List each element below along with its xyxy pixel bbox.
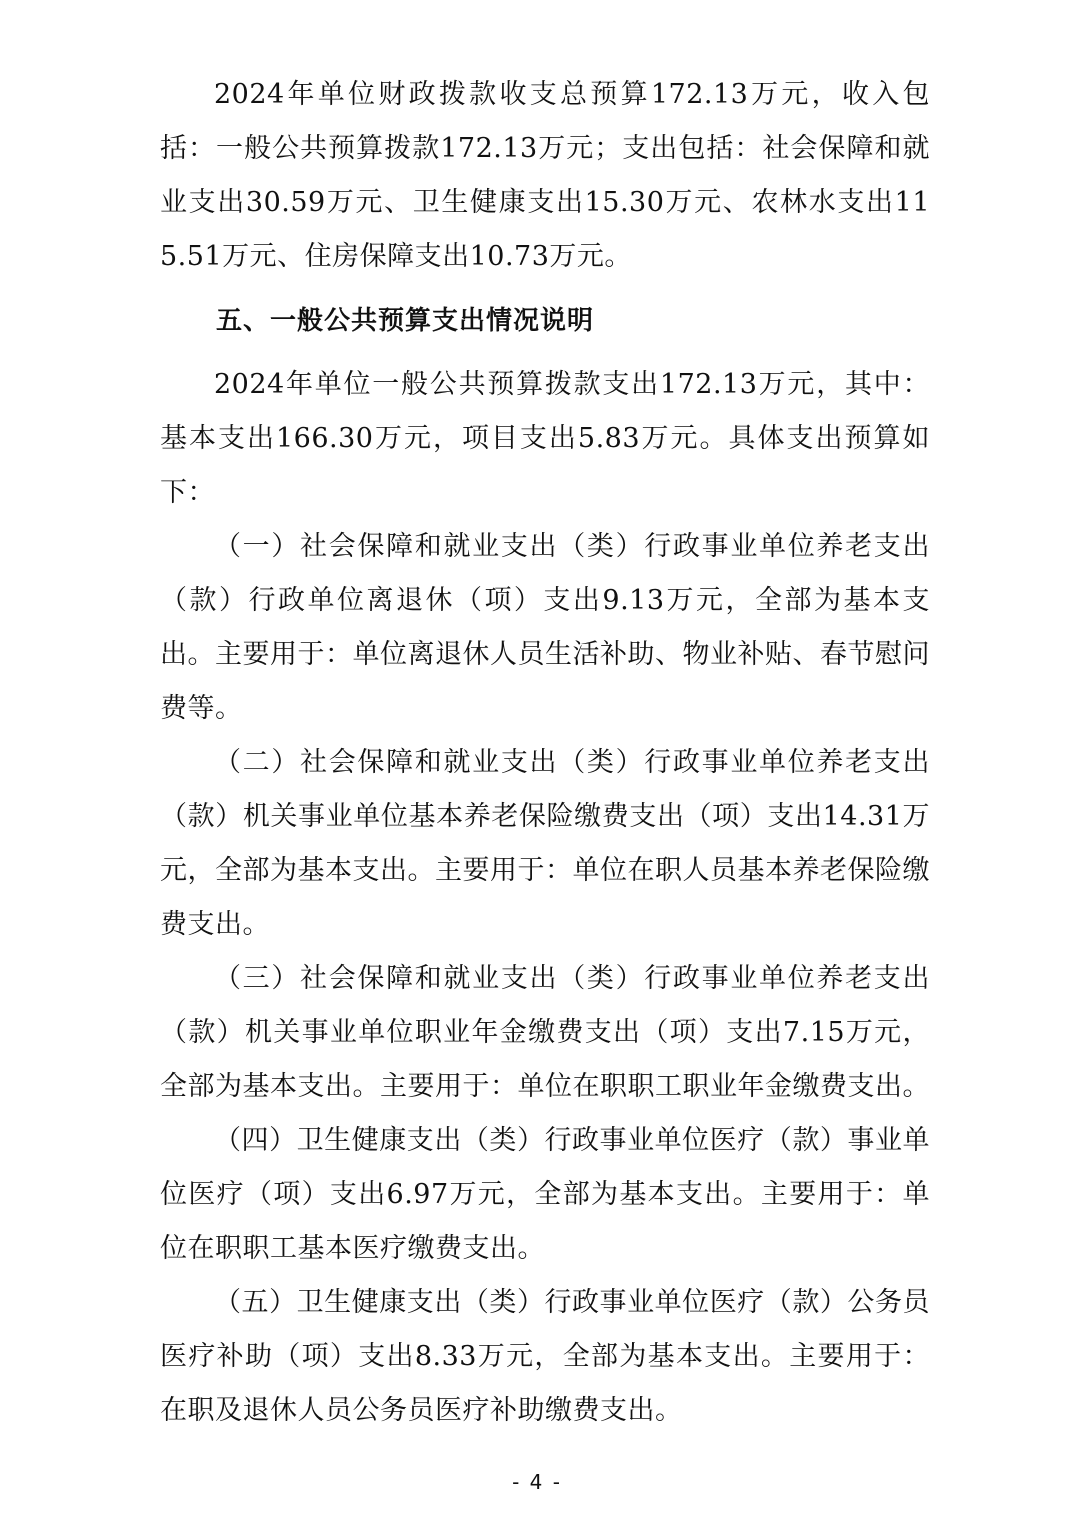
page-number: - 4 - [512, 1470, 562, 1494]
expense-item-5: （五）卫生健康支出（类）行政事业单位医疗（款）公务员医疗补助（项）支出8.33万元，全部为基本支出。主要用于：在职及退休人员公务员医疗补助缴费支出。 [160, 1287, 930, 1426]
section-intro-paragraph: 2024年单位一般公共预算拨款支出172.13万元，其中：基本支出166.30万元，项目支出5.83万元。具体支出预算如下： [160, 369, 930, 508]
section-heading: 五、一般公共预算支出情况说明 [216, 306, 595, 336]
expense-item-2: （二）社会保障和就业支出（类）行政事业单位养老支出（款）机关事业单位基本养老保险缴费支出（项）支出14.31万元，全部为基本支出。主要用于：单位在职人员基本养老保险缴费支出。 [160, 747, 930, 940]
expense-item-3: （三）社会保障和就业支出（类）行政事业单位养老支出（款）机关事业单位职业年金缴费支出（项）支出7.15万元，全部为基本支出。主要用于：单位在职职工职业年金缴费支出。 [160, 963, 930, 1102]
expense-item-4: （四）卫生健康支出（类）行政事业单位医疗（款）事业单位医疗（项）支出6.97万元，全部为基本支出。主要用于：单位在职职工基本医疗缴费支出。 [160, 1125, 930, 1264]
expense-item-1: （一）社会保障和就业支出（类）行政事业单位养老支出（款）行政单位离退休（项）支出9.13万元，全部为基本支出。主要用于：单位离退休人员生活补助、物业补贴、春节慰问费等。 [160, 531, 930, 724]
document-body [160, 68, 930, 1438]
budget-summary-paragraph: 2024年单位财政拨款收支总预算172.13万元，收入包括：一般公共预算拨款172.13万元；支出包括：社会保障和就业支出30.59万元、卫生健康支出15.30万元、农林水支出115.51万元、住房保障支出10.73万元。 [160, 79, 930, 272]
